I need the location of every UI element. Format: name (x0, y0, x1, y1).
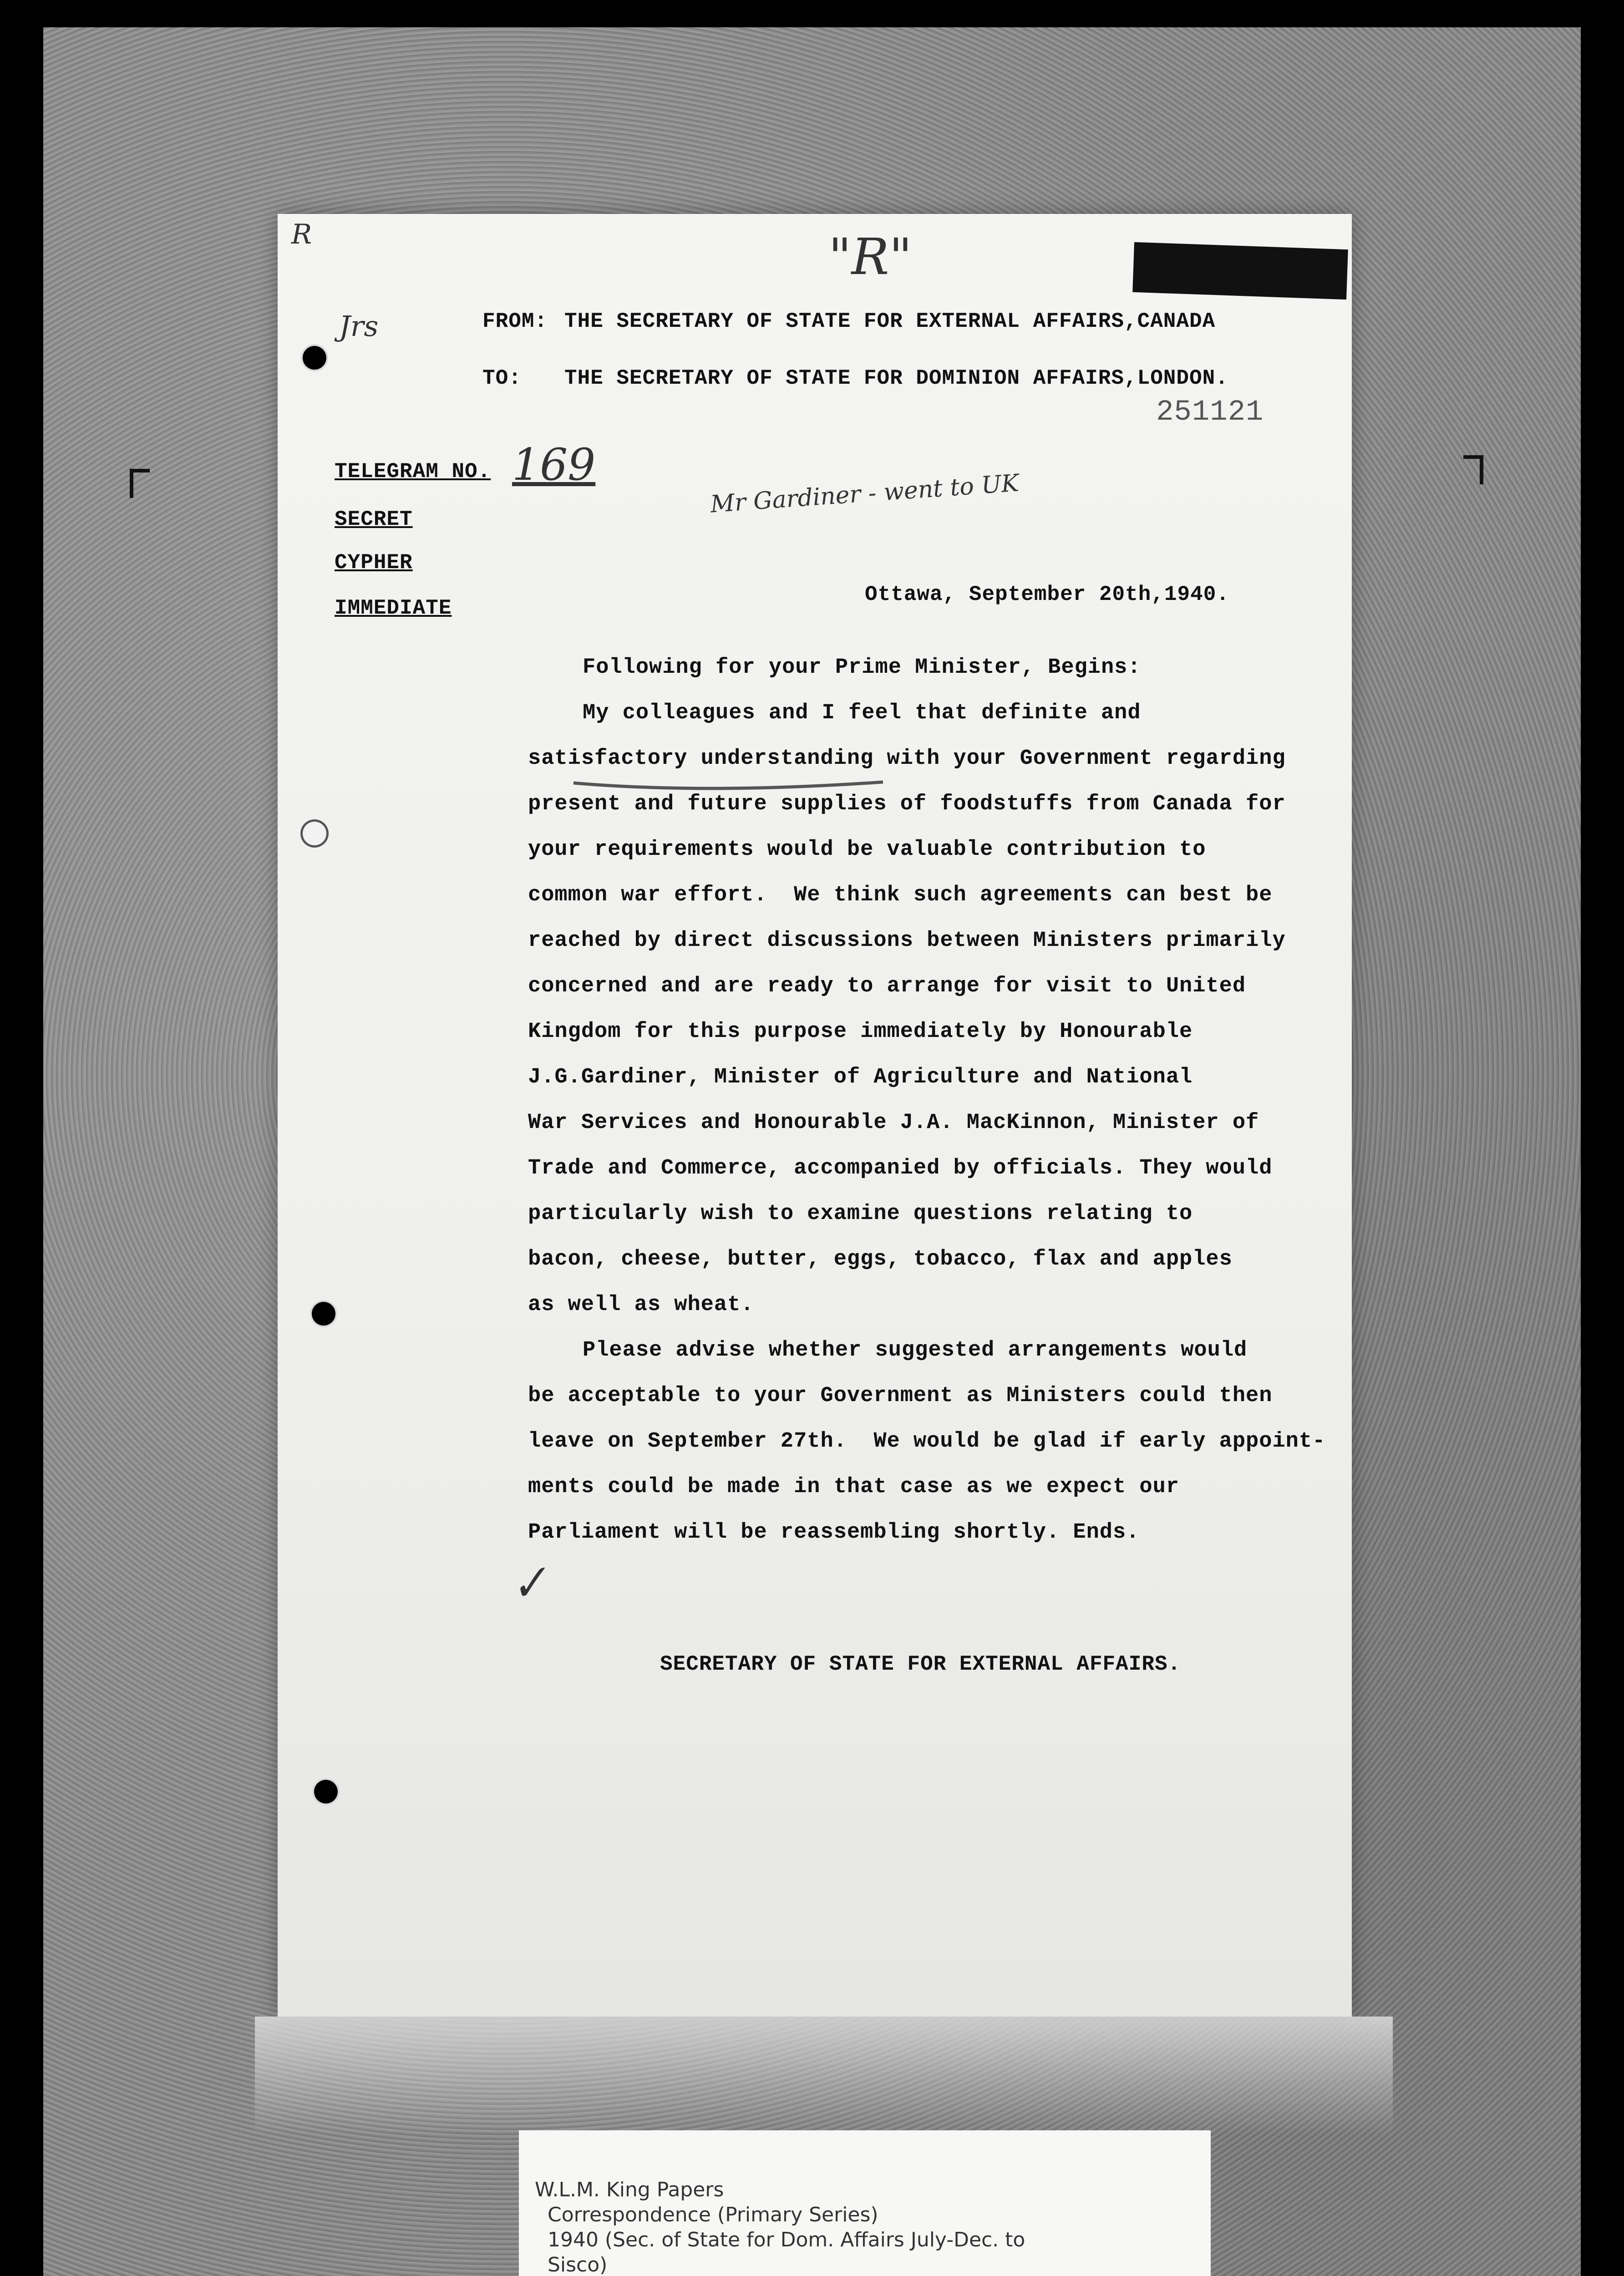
body-line-3: satisfactory understanding with your Government regarding (528, 747, 1286, 771)
body-line-7: reached by direct discussions between Ministers primarily (528, 929, 1286, 953)
telegram-no-label: TELEGRAM NO. (335, 460, 491, 483)
body-line-11: War Services and Honourable J.A. MacKinnon, Minister of (528, 1111, 1259, 1135)
ref-line-2: Correspondence (Primary Series) (535, 2203, 878, 2226)
body-line-16: Please advise whether suggested arrangements would (583, 1338, 1248, 1362)
ref-line-4: Sisco) (535, 2253, 608, 2276)
crop-mark-left (130, 469, 150, 498)
punch-hole-2 (303, 822, 326, 845)
place-date: Ottawa, September 20th,1940. (865, 583, 1229, 606)
pencil-underline (569, 769, 888, 797)
to-label: TO: (482, 366, 522, 390)
punch-hole-3 (312, 1302, 335, 1326)
classification-secret: SECRET (335, 508, 413, 531)
sheet-shadow (255, 2017, 1393, 2135)
tick-mark: ✓ (505, 1554, 553, 1613)
body-line-19: ments could be made in that case as we expect our (528, 1475, 1180, 1499)
body-line-10: J.G.Gardiner, Minister of Agriculture and National (528, 1065, 1193, 1089)
body-line-9: Kingdom for this purpose immediately by Honourable (528, 1020, 1193, 1044)
top-mark: "R" (828, 228, 913, 286)
body-line-17: be acceptable to your Government as Ministers could then (528, 1384, 1273, 1408)
punch-hole-1 (303, 346, 326, 370)
body-line-5: your requirements would be valuable contribution to (528, 838, 1206, 862)
signature: SECRETARY OF STATE FOR EXTERNAL AFFAIRS. (660, 1652, 1181, 1676)
crop-mark-right (1463, 455, 1483, 484)
ref-line-1: W.L.M. King Papers (535, 2178, 724, 2201)
redaction-bar (1132, 242, 1348, 300)
classification-cypher: CYPHER (335, 551, 413, 574)
body-line-13: particularly wish to examine questions relating to (528, 1202, 1193, 1226)
from-value: THE SECRETARY OF STATE FOR EXTERNAL AFFAIRS,CANADA (564, 310, 1216, 333)
punch-hole-4 (314, 1780, 338, 1804)
body-line-12: Trade and Commerce, accompanied by officials. They would (528, 1156, 1273, 1180)
handwritten-note: Mr Gardiner - went to UK (709, 469, 1020, 518)
to-value: THE SECRETARY OF STATE FOR DOMINION AFFAIRS,LONDON. (564, 366, 1228, 390)
body-line-14: bacon, cheese, butter, eggs, tobacco, flax and apples (528, 1247, 1233, 1271)
file-number: 251121 (1156, 396, 1264, 429)
body-line-20: Parliament will be reassembling shortly. Ends. (528, 1520, 1140, 1544)
body-line-2: My colleagues and I feel that definite and (583, 701, 1141, 725)
from-label: FROM: (482, 310, 548, 333)
body-line-15: as well as wheat. (528, 1293, 754, 1317)
body-line-4: present and future supplies of foodstuffs from Canada for (528, 792, 1286, 816)
margin-mark: R (291, 218, 312, 250)
body-line-18: leave on September 27th. We would be glad if early appoint- (528, 1429, 1326, 1453)
ref-line-3: 1940 (Sec. of State for Dom. Affairs July-Dec. to (535, 2228, 1025, 2251)
body-line-1: Following for your Prime Minister, Begins: (583, 655, 1141, 680)
initials: Jrs (339, 310, 379, 343)
telegram-no-value: 169 (512, 439, 596, 490)
body-line-8: concerned and are ready to arrange for visit to United (528, 974, 1246, 998)
classification-immediate: IMMEDIATE (335, 596, 452, 620)
body-line-6: common war effort. We think such agreements can best be (528, 883, 1273, 907)
